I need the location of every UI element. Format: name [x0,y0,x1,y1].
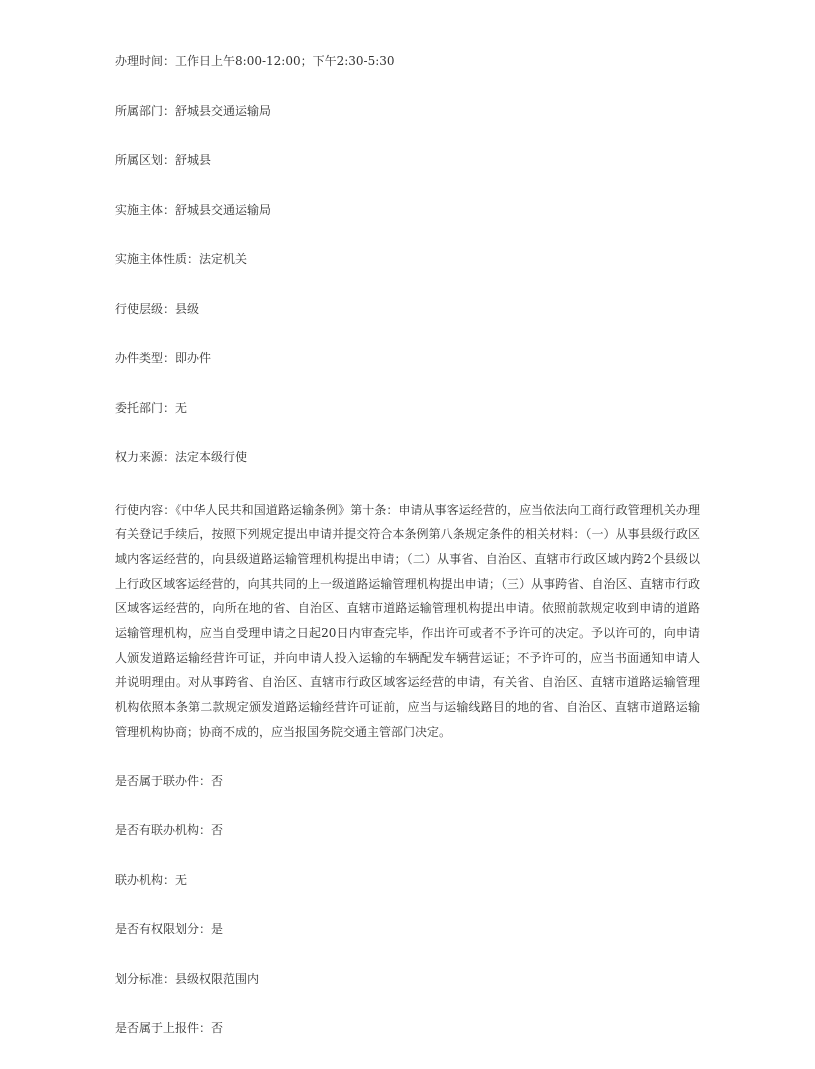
field-handling-time [115,52,700,70]
field-joint-case [115,772,700,790]
field-implementing-body [115,201,700,219]
field-value: 工作日上午8:00-12:00；下午2:30-5:30 [175,54,395,68]
field-value: 舒城县交通运输局 [175,103,272,118]
document-page [115,52,700,1069]
field-label: 委托部门： [115,400,176,415]
field-value: 法定机关 [199,252,248,266]
field-label: 办件类型： [115,351,176,365]
field-value: 《中华人民共和国道路运输条例》第十条：申请从事客运经营的，应当依法向工商行政管理机关办理有关登记手续后，按照下列规定提出申请并提交符合本条例第八条规定条件的相关材料：（一）从事县级行政区域内客运经营的，向县级道路运输管理机构提出申请；（二）从事省、自治区、直辖市行政区域内跨2个县级以上行政区域客运经营的，向其共同的上一级道路运输管理机构提出申请；（三）从事跨省、自治区、直辖市行政区域客运经营的，向所在地的省、自治区、直辖市道路运输管理机构提出申请。依照前款规定收到申请的道路运输管理机构，应当自受理申请之日起20日内审查完毕，作出许可或者不予许可的决定。予以许可的，向申请人颁发道路运输经营许可证，并向申请人投入运输的车辆配发车辆营运证；不予许可的，应当书面通知申请人并说明理由。对从事跨省、自治区、直辖市行政区域客运经营的申请，有关省、自治区、直辖市道路运输管理机构依照本条第二款规定颁发道路运输经营许可证前，应当与运输线路目的地的省、自治区、直辖市道路运输管理机构协商；协商不成的，应当报国务院交通主管部门决定。 [115,502,700,739]
field-label: 划分标准： [115,971,176,986]
field-department [115,102,700,120]
field-label: 行使层级： [115,301,176,316]
field-case-type [115,349,700,367]
field-label: 所属区划： [115,153,176,167]
field-label: 是否有联办机构： [115,823,212,838]
field-value: 否 [211,823,224,838]
field-body-nature [115,250,700,268]
field-label: 办理时间： [115,54,176,68]
field-label: 所属部门： [115,103,176,118]
field-value: 否 [211,1021,224,1036]
field-division-standard [115,970,700,988]
field-value: 舒城县 [175,153,212,167]
field-label: 实施主体： [115,202,176,217]
field-value: 无 [175,400,188,415]
field-label: 实施主体性质： [115,252,200,266]
field-exercise-content [115,498,700,745]
field-has-joint-agency [115,821,700,839]
field-exercise-level [115,300,700,318]
field-label: 是否属于上报件： [115,1021,212,1036]
field-label: 行使内容： [115,502,176,517]
field-value: 无 [175,872,188,887]
field-label: 是否有权限划分： [115,922,212,937]
field-value: 法定本级行使 [175,450,248,464]
field-power-source [115,448,700,466]
field-entrusted-department [115,399,700,417]
field-has-authority-division [115,920,700,938]
field-label: 联办机构： [115,872,176,887]
field-joint-agency [115,871,700,889]
field-value: 即办件 [175,351,212,365]
field-value: 否 [211,773,224,788]
field-value: 是 [211,922,224,937]
field-value: 县级权限范围内 [175,971,260,986]
field-value: 舒城县交通运输局 [175,202,272,217]
field-region [115,151,700,169]
field-label: 是否属于联办件： [115,773,212,788]
field-label: 权力来源： [115,450,176,464]
field-reported-case [115,1019,700,1037]
field-value: 县级 [175,301,200,316]
